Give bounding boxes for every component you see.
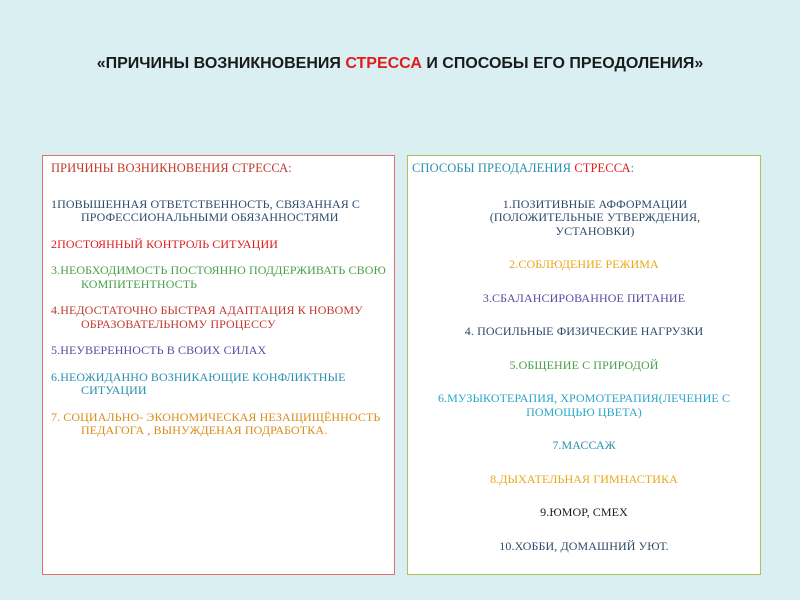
- method-item: 7.МАССАЖ: [552, 438, 616, 452]
- method-item: 1.ПОЗИТИВНЫЕ АФФОРМАЦИИ (ПОЛОЖИТЕЛЬНЫЕ УТВЕРЖДЕНИЯ, УСТАНОВКИ): [489, 196, 701, 238]
- title-accent-stress: СТРЕССА: [345, 55, 422, 72]
- method-item: 6.МУЗЫКОТЕРАПИЯ, ХРОМОТЕРАПИЯ(ЛЕЧЕНИЕ С ПОМОЩЬЮ ЦВЕТА): [437, 391, 731, 419]
- causes-heading: ПРИЧИНЫ ВОЗНИКНОВЕНИЯ СТРЕССА:: [51, 161, 292, 175]
- cause-item: 2ПОСТОЯННЫЙ КОНТРОЛЬ СИТУАЦИИ: [51, 236, 278, 251]
- methods-panel: [407, 155, 761, 575]
- cause-item: 4.НЕДОСТАТОЧНО БЫСТРАЯ АДАПТАЦИЯ К НОВОМУ ОБРАЗОВАТЕЛЬНОМУ ПРОЦЕССУ: [51, 303, 363, 331]
- methods-heading: [412, 162, 756, 176]
- method-item: 8.ДЫХАТЕЛЬНАЯ ГИМНАСТИКА: [490, 471, 678, 486]
- cause-item: 3.НЕОБХОДИМОСТЬ ПОСТОЯННО ПОДДЕРЖИВАТЬ СВОЮ КОМПИТЕНТНОСТЬ: [51, 263, 386, 291]
- methods-heading-part-1: СПОСОБЫ ПРЕОДАЛЕНИЯ: [412, 161, 575, 175]
- method-item: 9.ЮМОР, СМЕХ: [540, 505, 628, 519]
- method-item: 4. ПОСИЛЬНЫЕ ФИЗИЧЕСКИЕ НАГРУЗКИ: [464, 324, 704, 338]
- method-item: 3.СБАЛАНСИРОВАННОЕ ПИТАНИЕ: [482, 290, 686, 305]
- method-item: 10.ХОББИ, ДОМАШНИЙ УЮТ.: [499, 538, 669, 553]
- methods-list: [412, 162, 756, 573]
- title-part-1: «ПРИЧИНЫ ВОЗНИКНОВЕНИЯ: [96, 55, 346, 72]
- title-part-2: И СПОСОБЫ ЕГО ПРЕОДОЛЕНИЯ»: [421, 55, 704, 72]
- method-item: 5.ОБЩЕНИЕ С ПРИРОДОЙ: [509, 357, 659, 372]
- method-item: 2.СОБЛЮДЕНИЕ РЕЖИМА: [509, 257, 659, 271]
- cause-item: 1ПОВЫШЕННАЯ ОТВЕТСТВЕННОСТЬ, СВЯЗАННАЯ С ПРОФЕССИОНАЛЬНЫМИ ОБЯЗАННОСТЯМИ: [51, 196, 361, 224]
- slide-title: [40, 52, 760, 75]
- causes-list: [51, 162, 387, 451]
- causes-panel: [42, 155, 395, 575]
- cause-item: 5.НЕУВЕРЕННОСТЬ В СВОИХ СИЛАХ: [51, 343, 267, 357]
- methods-heading-accent: СТРЕССА: [574, 161, 631, 175]
- cause-item: 6.НЕОЖИДАННО ВОЗНИКАЮЩИЕ КОНФЛИКТНЫЕ СИТУАЦИИ: [51, 369, 346, 397]
- cause-item: 7. СОЦИАЛЬНО- ЭКОНОМИЧЕСКАЯ НЕЗАЩИЩЁННОСТЬ ПЕДАГОГА , ВЫНУЖДЕНАЯ ПОДРАБОТКА.: [51, 409, 381, 437]
- methods-heading-part-2: :: [630, 161, 635, 175]
